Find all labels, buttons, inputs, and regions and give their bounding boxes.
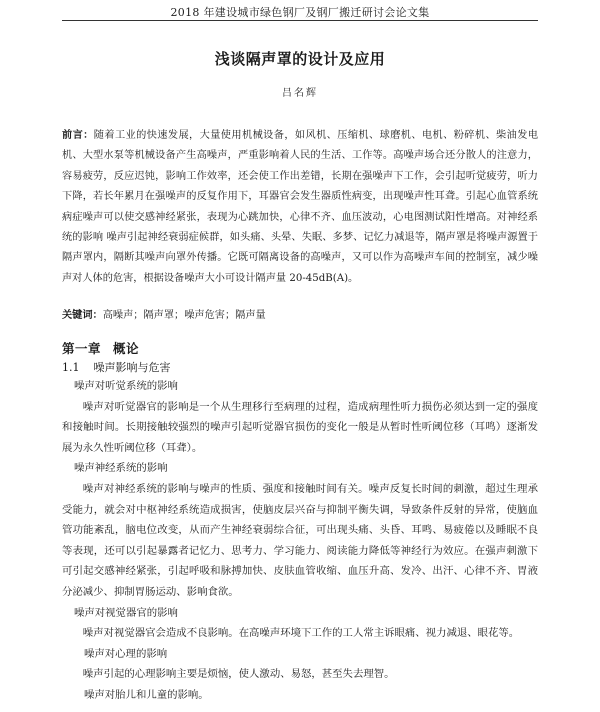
header-rule [62, 20, 538, 21]
section-heading [62, 359, 171, 375]
abstract-text: 随着工业的快速发展，大量使用机械设备，如风机、压缩机、球磨机、电机、粉碎机、柴油发电机、大型水泵等机械设备产生高噪声，严重影响着人民的生活、工作等。高噪声场合还分散人的注意力，容易疲劳，反应迟钝，影响工作效率，还会使工作出差错，长期在强噪声下工作，会引起听觉疲劳，听力下降，若长年累月在强噪声的反复作用下，耳器官会发生器质性病变，出现噪声性耳聋。引起心血管系统病症噪声可以使交感神经紧张，表现为心跳加快，心律不齐、血压波动，心电图测试阳性增高。对神经系统的影响 噪声引起神经衰弱症候群，如头痛、头晕、失眠、多梦、记忆力减退等，隔声罩是将噪声源置于隔声罩内，隔断其噪声向罩外传播。它既可隔离设备的高噪声，又可以作为高噪声车间的控制室，减少噪声对人体的危害，根据设备噪声大小可设计隔声量 20-45dB(A)。 [62, 130, 539, 284]
chapter-number: 第一章 [62, 341, 102, 356]
abstract [62, 125, 538, 289]
subheading-psych: 噪声对心理的影响 [84, 647, 168, 660]
body-text [62, 376, 538, 706]
chapter-heading [62, 339, 139, 357]
keywords-label: 关键词： [62, 309, 103, 321]
paragraph-hearing: 噪声对听觉器官的影响是一个从生理移行至病理的过程，造成病理性听力损伤必须达到一定的强度和接触时间。长期接触较强烈的噪声引起听觉器官损伤的变化一般是从暂时性听阈位移（耳鸣）逐渐发展为永久性听阈位移（耳聋）。 [62, 400, 538, 454]
subheading-fetus: 噪声对胎儿和儿童的影响。 [84, 688, 209, 701]
keywords [62, 306, 538, 325]
section-title: 噪声影响与危害 [93, 361, 171, 374]
subheading-nerve: 噪声神经系统的影响 [74, 462, 168, 475]
subheading-hearing: 噪声对听觉系统的影响 [74, 380, 178, 392]
subheading-vision: 噪声对视觉器官的影响 [74, 606, 178, 619]
paper-title: 浅谈隔声罩的设计及应用 [214, 50, 386, 68]
running-header: 2018 年建设城市绿色钢厂及钢厂搬迁研讨会论文集 [170, 6, 430, 19]
section-number: 1.1 [62, 361, 80, 374]
paper-author: 吕名辉 [282, 88, 318, 99]
chapter-title: 概论 [113, 341, 140, 356]
paragraph-psych: 噪声引起的心理影响主要是烦恼，使人激动、易怒，甚至失去理智。 [82, 668, 395, 681]
paragraph-vision: 噪声对视觉器官会造成不良影响。在高噪声环境下工作的工人常主诉眼痛、视力减退、眼花等。 [82, 627, 520, 640]
paragraph-nerve: 噪声对神经系统的影响与噪声的性质、强度和接触时间有关。噪声反复长时间的刺激，超过生理承受能力，就会对中枢神经系统造成损害，使脑皮层兴奋与抑制平衡失调，导致条件反射的异常，使脑血管功能紊乱，脑电位改变，从而产生神经衰弱综合征，可出现头痛、头昏、耳鸣、易疲倦以及睡眠不良等表现，还可以引起暴露者记忆力、思考力、学习能力、阅读能力降低等神经行为效应。在强声刺激下可引起交感神经紧张，引起呼吸和脉搏加快、皮肤血管收缩、血压升高、发冷、出汗、心律不齐、胃液分泌减少、抑制胃肠运动、影响食欲。 [62, 482, 538, 598]
abstract-label: 前言： [62, 129, 94, 141]
keywords-text: 高噪声；隔声罩；噪声危害；隔声量 [102, 310, 266, 321]
